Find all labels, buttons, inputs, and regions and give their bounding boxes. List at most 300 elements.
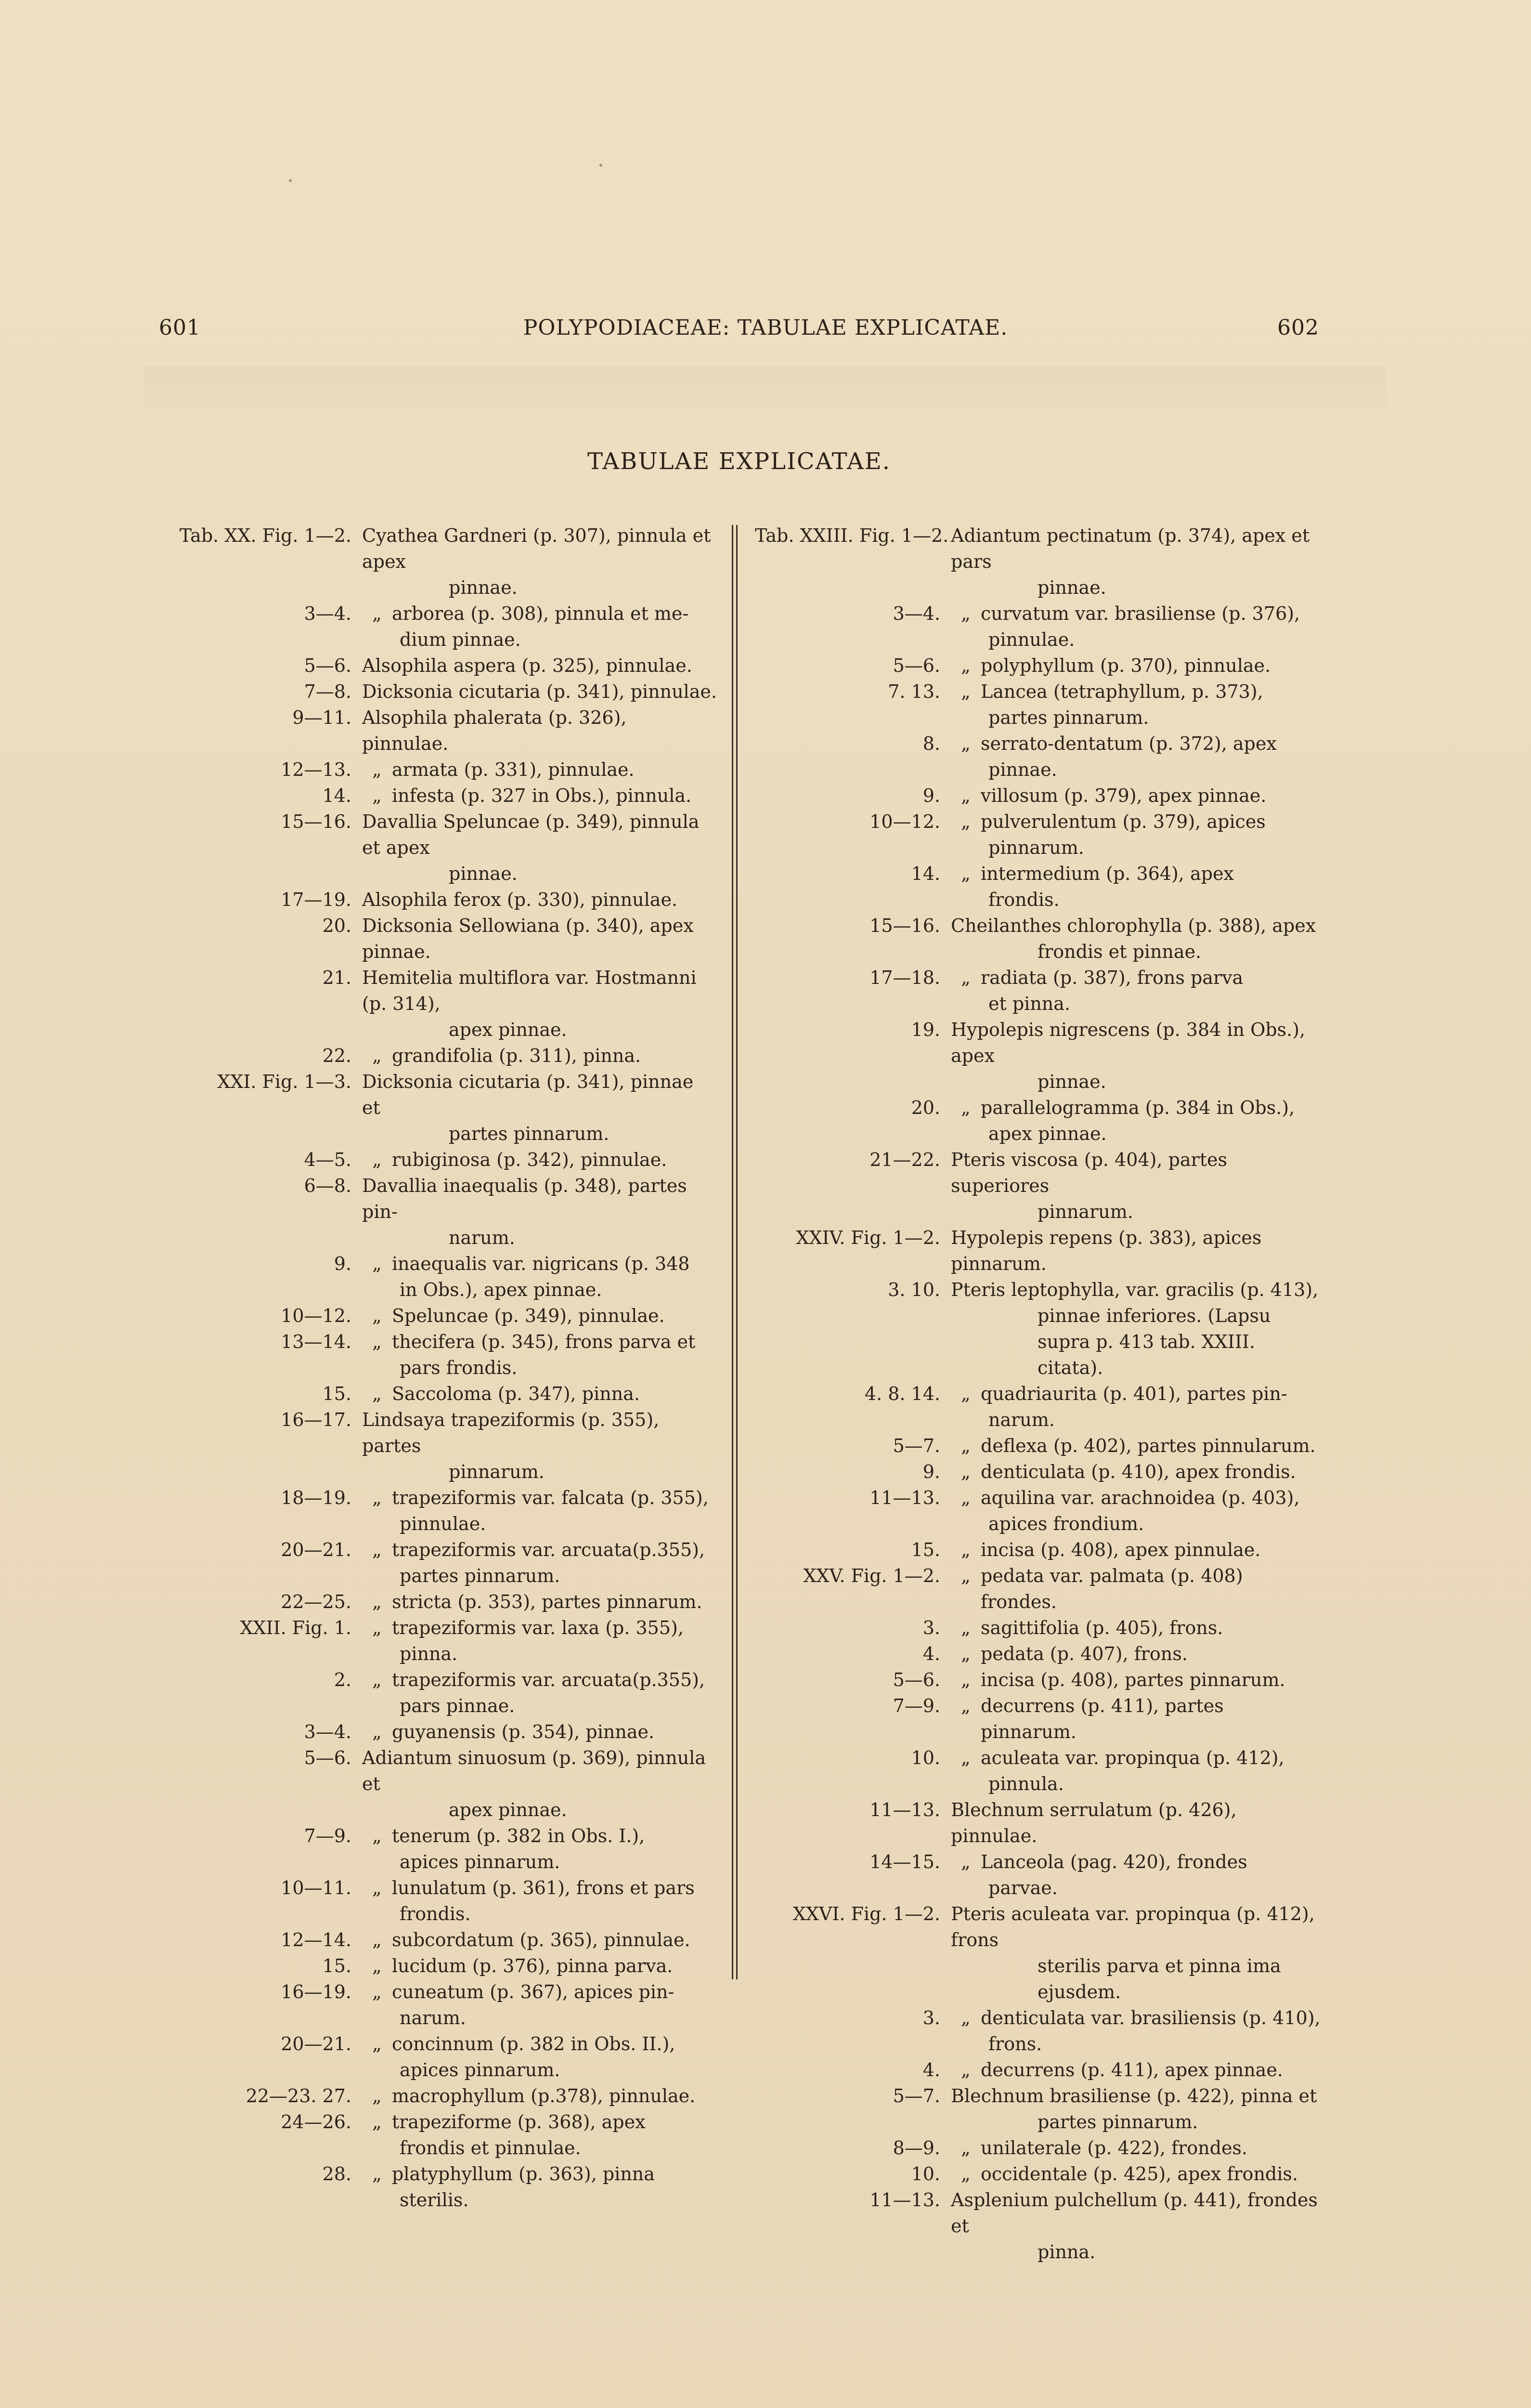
entry-description xyxy=(940,783,1323,809)
entry-continuation: partes pinnarum. xyxy=(400,1565,560,1586)
entry-description xyxy=(351,1745,717,1823)
plate-entry xyxy=(755,2187,1323,2265)
entry-text: Lanceola (pag. 420), frondes xyxy=(981,1851,1247,1872)
ditto-mark: „ xyxy=(961,603,971,624)
entry-continuation: pinnulae. xyxy=(988,629,1075,650)
entry-continuation: pinna. xyxy=(400,1643,458,1664)
figure-reference: 13—14. xyxy=(281,1331,351,1352)
plate-entry xyxy=(164,1745,717,1823)
plate-entry xyxy=(164,1589,717,1615)
entry-description xyxy=(351,913,717,965)
ditto-mark: „ xyxy=(372,1877,382,1898)
plate-entry xyxy=(164,1719,717,1745)
entry-continuation: apices pinnarum. xyxy=(400,2059,560,2081)
page-number-right: 602 xyxy=(1277,315,1319,340)
figure-reference: XXII. Fig. 1. xyxy=(240,1617,351,1638)
plate-entry xyxy=(755,2161,1323,2187)
entry-description xyxy=(351,1147,717,1173)
figure-reference: 10—12. xyxy=(869,811,940,832)
ditto-mark: „ xyxy=(372,1253,382,1274)
plate-entry xyxy=(164,523,717,601)
entry-text: Dicksonia cicutaria (p. 341), pinnae et xyxy=(362,1071,694,1118)
plate-entry xyxy=(755,1797,1323,1849)
entry-description xyxy=(940,1667,1323,1693)
entry-text: Cheilanthes chlorophylla (p. 388), apex xyxy=(951,915,1316,936)
ditto-mark: „ xyxy=(372,603,382,624)
plate-entry xyxy=(164,1407,717,1485)
entry-continuation: pinnarum. xyxy=(449,1461,545,1482)
figure-reference: 28. xyxy=(322,2163,351,2185)
ditto-mark: „ xyxy=(961,1851,971,1872)
figure-reference: 20. xyxy=(322,915,351,936)
entry-text: denticulata var. brasiliensis (p. 410), xyxy=(981,2007,1321,2028)
entry-text: incisa (p. 408), apex pinnulae. xyxy=(981,1539,1261,1560)
entry-text: quadriaurita (p. 401), partes pin- xyxy=(981,1383,1287,1404)
entry-continuation: pinnae. xyxy=(449,863,518,884)
figure-reference: 3. 10. xyxy=(888,1279,940,1300)
figure-reference: XXV. Fig. 1—2. xyxy=(803,1565,940,1586)
plate-entry xyxy=(755,913,1323,965)
entry-text: rubiginosa (p. 342), pinnulae. xyxy=(392,1149,667,1170)
entry-continuation: pinnae. xyxy=(988,759,1057,780)
entry-text: grandifolia (p. 311), pinna. xyxy=(392,1045,641,1066)
running-title: POLYPODIACEAE: TABULAE EXPLICATAE. xyxy=(523,315,1008,340)
plate-entry xyxy=(755,1563,1323,1615)
figure-reference: 11—13. xyxy=(869,2189,940,2211)
entry-text: tenerum (p. 382 in Obs. I.), xyxy=(392,1825,645,1846)
ditto-mark: „ xyxy=(961,2059,971,2081)
entry-continuation: pinnulae. xyxy=(400,1513,486,1534)
section-title: TABULAE EXPLICATAE. xyxy=(587,448,891,475)
ditto-mark: „ xyxy=(372,2163,382,2185)
entry-description xyxy=(940,1381,1323,1433)
figure-reference: 22—23. 27. xyxy=(246,2085,351,2107)
entry-description xyxy=(940,1095,1323,1147)
entry-text: Alsophila aspera (p. 325), pinnulae. xyxy=(362,655,692,676)
plate-entry xyxy=(164,679,717,705)
plate-entry xyxy=(755,653,1323,679)
entry-description xyxy=(940,2005,1323,2057)
entry-description xyxy=(351,1823,717,1875)
figure-reference: 9—11. xyxy=(292,707,351,728)
entry-description xyxy=(351,653,717,679)
entry-description xyxy=(351,1927,717,1953)
entry-continuation: narum. xyxy=(449,1227,515,1248)
entry-continuation: pars pinnae. xyxy=(400,1695,515,1716)
plate-entry xyxy=(755,783,1323,809)
entry-continuation: pinnae. xyxy=(1038,1071,1106,1092)
entry-continuation: pinnarum. xyxy=(988,837,1084,858)
entry-description xyxy=(351,1329,717,1381)
plate-entry xyxy=(755,1459,1323,1485)
ditto-mark: „ xyxy=(961,1435,971,1456)
entry-continuation: dium pinnae. xyxy=(400,629,521,650)
page-number-left: 601 xyxy=(159,315,201,340)
entry-description xyxy=(940,2161,1323,2187)
plate-entry xyxy=(755,523,1323,601)
figure-reference: 9. xyxy=(922,785,940,806)
figure-reference: 19. xyxy=(911,1019,940,1040)
ditto-mark: „ xyxy=(961,2007,971,2028)
entry-text: trapeziformis var. arcuata(p.355), xyxy=(392,1669,705,1690)
entry-text: Blechnum serrulatum (p. 426), pinnulae. xyxy=(951,1799,1237,1846)
entry-description xyxy=(940,1745,1323,1797)
ditto-mark: „ xyxy=(961,1669,971,1690)
figure-reference: 16—19. xyxy=(281,1981,351,2002)
entry-text: Speluncae (p. 349), pinnulae. xyxy=(392,1305,665,1326)
figure-reference: 15. xyxy=(322,1383,351,1404)
ditto-mark: „ xyxy=(372,1981,382,2002)
entry-description xyxy=(351,1979,717,2031)
figure-reference: Tab. XX. Fig. 1—2. xyxy=(179,525,351,546)
figure-reference: 5—7. xyxy=(893,2085,940,2107)
figure-reference: 11—13. xyxy=(869,1487,940,1508)
entry-continuation: frondis et pinnulae. xyxy=(400,2137,581,2159)
entry-text: sagittifolia (p. 405), frons. xyxy=(981,1617,1223,1638)
ditto-mark: „ xyxy=(372,1305,382,1326)
entry-description xyxy=(940,1225,1323,1277)
entry-text: arborea (p. 308), pinnula et me- xyxy=(392,603,689,624)
entry-description xyxy=(351,1719,717,1745)
plate-entry xyxy=(755,1225,1323,1277)
figure-reference: 10—12. xyxy=(281,1305,351,1326)
figure-reference: 8—9. xyxy=(893,2137,940,2159)
figure-reference: 4. 8. 14. xyxy=(864,1383,940,1404)
entry-continuation: partes pinnarum. xyxy=(449,1123,610,1144)
entry-text: trapeziformis var. arcuata(p.355), xyxy=(392,1539,705,1560)
entry-description xyxy=(351,1615,717,1667)
figure-reference: 5—6. xyxy=(304,1747,351,1768)
ditto-mark: „ xyxy=(372,1487,382,1508)
entry-description xyxy=(351,679,717,705)
plate-entry xyxy=(755,1433,1323,1459)
entry-description xyxy=(940,1901,1323,2005)
entry-continuation: apex pinnae. xyxy=(449,1799,567,1820)
column-divider xyxy=(732,525,738,1979)
figure-reference: 12—14. xyxy=(281,1929,351,1950)
plate-entry xyxy=(164,1381,717,1407)
plate-entry xyxy=(164,913,717,965)
ditto-mark: „ xyxy=(961,1747,971,1768)
entry-text: occidentale (p. 425), apex frondis. xyxy=(981,2163,1298,2185)
entry-text: pedata var. palmata (p. 408) frondes. xyxy=(981,1565,1243,1612)
entry-continuation: narum. xyxy=(400,2007,466,2028)
figure-reference: 3. xyxy=(922,1617,940,1638)
figure-reference: 7—9. xyxy=(304,1825,351,1846)
plate-entry xyxy=(164,601,717,653)
entry-text: pedata (p. 407), frons. xyxy=(981,1643,1188,1664)
figure-reference: 5—6. xyxy=(893,655,940,676)
plate-entry xyxy=(755,2057,1323,2083)
entry-description xyxy=(940,913,1323,965)
figure-reference: 8. xyxy=(922,733,940,754)
plate-entry xyxy=(164,2031,717,2083)
entry-continuation: pinnarum. xyxy=(1038,1201,1133,1222)
entry-description xyxy=(940,1563,1323,1615)
page-shading xyxy=(144,366,1387,424)
plate-entry xyxy=(755,601,1323,653)
entry-description xyxy=(940,601,1323,653)
entry-description xyxy=(351,1589,717,1615)
figure-reference: 2. xyxy=(334,1669,351,1690)
entry-description xyxy=(351,757,717,783)
figure-reference: 15. xyxy=(911,1539,940,1560)
entry-text: Blechnum brasiliense (p. 422), pinna et xyxy=(951,2085,1317,2107)
entry-continuation: apex pinnae. xyxy=(449,1019,567,1040)
entry-description xyxy=(940,1147,1323,1225)
entry-description xyxy=(351,783,717,809)
ditto-mark: „ xyxy=(372,1331,382,1352)
entry-description xyxy=(940,861,1323,913)
entry-continuation: et pinna. xyxy=(988,993,1070,1014)
plate-entry xyxy=(755,1693,1323,1745)
ditto-mark: „ xyxy=(372,2111,382,2133)
plate-entry xyxy=(164,1069,717,1147)
entry-text: villosum (p. 379), apex pinnae. xyxy=(981,785,1267,806)
plate-entry xyxy=(755,2083,1323,2135)
ditto-mark: „ xyxy=(372,1045,382,1066)
entry-description xyxy=(351,1537,717,1589)
figure-reference: 7—8. xyxy=(304,681,351,702)
figure-reference: 14. xyxy=(911,863,940,884)
figure-reference: XXVI. Fig. 1—2. xyxy=(792,1903,940,1924)
entry-description xyxy=(351,601,717,653)
figure-reference: 5—7. xyxy=(893,1435,940,1456)
entry-text: Adiantum pectinatum (p. 374), apex et pars xyxy=(951,525,1310,572)
ditto-mark: „ xyxy=(372,1669,382,1690)
entry-text: Saccoloma (p. 347), pinna. xyxy=(392,1383,640,1404)
plate-entry xyxy=(755,1615,1323,1641)
figure-reference: 4. xyxy=(922,2059,940,2081)
entry-continuation: frondis. xyxy=(400,1903,471,1924)
figure-reference: 4—5. xyxy=(304,1149,351,1170)
entry-text: parallelogramma (p. 384 in Obs.), xyxy=(981,1097,1295,1118)
entry-text: concinnum (p. 382 in Obs. II.), xyxy=(392,2033,675,2055)
ditto-mark: „ xyxy=(372,1539,382,1560)
figure-reference: 5—6. xyxy=(893,1669,940,1690)
entry-text: aquilina var. arachnoidea (p. 403), xyxy=(981,1487,1300,1508)
entry-text: platyphyllum (p. 363), pinna xyxy=(392,2163,655,2185)
plate-entry xyxy=(164,1875,717,1927)
entry-description xyxy=(940,1693,1323,1745)
ditto-mark: „ xyxy=(372,1955,382,1976)
plate-entry xyxy=(164,653,717,679)
figure-reference: 3—4. xyxy=(893,603,940,624)
ditto-mark: „ xyxy=(961,1695,971,1716)
entry-description xyxy=(940,1849,1323,1901)
plate-entry xyxy=(755,1667,1323,1693)
entry-description xyxy=(940,653,1323,679)
figure-reference: XXI. Fig. 1—3. xyxy=(217,1071,351,1092)
figure-reference: 11—13. xyxy=(869,1799,940,1820)
ditto-mark: „ xyxy=(961,1617,971,1638)
entry-description xyxy=(351,1381,717,1407)
entry-description xyxy=(940,2135,1323,2161)
ditto-mark: „ xyxy=(372,1825,382,1846)
plate-entry xyxy=(164,1537,717,1589)
entry-description xyxy=(940,1797,1323,1849)
entry-text: Adiantum sinuosum (p. 369), pinnula et xyxy=(362,1747,706,1794)
entry-description xyxy=(940,523,1323,601)
entry-text: unilaterale (p. 422), frondes. xyxy=(981,2137,1248,2159)
figure-reference: 3. xyxy=(922,2007,940,2028)
figure-reference: 15. xyxy=(322,1955,351,1976)
entry-description xyxy=(940,1615,1323,1641)
plate-entry xyxy=(164,1927,717,1953)
figure-reference: 22. xyxy=(322,1045,351,1066)
ditto-mark: „ xyxy=(961,681,971,702)
paper-speck xyxy=(599,164,602,167)
entry-description xyxy=(940,809,1323,861)
plate-entry xyxy=(755,1147,1323,1225)
entry-description xyxy=(351,1953,717,1979)
entry-text: Davallia inaequalis (p. 348), partes pin- xyxy=(362,1175,687,1222)
entry-description xyxy=(351,809,717,887)
entry-continuation: frons. xyxy=(988,2033,1042,2055)
entry-description xyxy=(351,2109,717,2161)
plate-entry xyxy=(755,1017,1323,1095)
ditto-mark: „ xyxy=(372,1721,382,1742)
entry-description xyxy=(940,1537,1323,1563)
entry-text: stricta (p. 353), partes pinnarum. xyxy=(392,1591,702,1612)
plate-entry xyxy=(164,705,717,757)
entry-continuation: apices pinnarum. xyxy=(400,1851,560,1872)
entry-continuation: apices frondium. xyxy=(988,1513,1144,1534)
entry-description xyxy=(351,2161,717,2213)
entry-text: Hypolepis repens (p. 383), apices pinnarum. xyxy=(951,1227,1262,1274)
figure-reference: 7. 13. xyxy=(888,681,940,702)
ditto-mark: „ xyxy=(961,1643,971,1664)
entry-description xyxy=(351,887,717,913)
ditto-mark: „ xyxy=(372,2085,382,2107)
plate-entry xyxy=(164,2161,717,2213)
ditto-mark: „ xyxy=(372,1617,382,1638)
plate-entry xyxy=(755,809,1323,861)
plate-entry xyxy=(755,1277,1323,1381)
figure-reference: 14. xyxy=(322,785,351,806)
plate-entry xyxy=(755,679,1323,731)
plate-entry xyxy=(755,1485,1323,1537)
entry-continuation: narum. xyxy=(988,1409,1055,1430)
plate-entry xyxy=(164,757,717,783)
plate-entry xyxy=(164,1485,717,1537)
plate-entry xyxy=(755,1381,1323,1433)
entry-text: lucidum (p. 376), pinna parva. xyxy=(392,1955,673,1976)
plate-entry xyxy=(755,1537,1323,1563)
plate-entry xyxy=(164,1147,717,1173)
plate-entry xyxy=(164,887,717,913)
left-column xyxy=(164,523,717,2213)
figure-reference: 10—11. xyxy=(281,1877,351,1898)
figure-reference: 17—18. xyxy=(869,967,940,988)
entry-text: aculeata var. propinqua (p. 412), xyxy=(981,1747,1284,1768)
figure-reference: 22—25. xyxy=(281,1591,351,1612)
entry-continuation: sterilis. xyxy=(400,2189,469,2211)
entry-text: cuneatum (p. 367), apices pin- xyxy=(392,1981,675,2002)
figure-reference: 3—4. xyxy=(304,1721,351,1742)
ditto-mark: „ xyxy=(372,759,382,780)
entry-text: Alsophila ferox (p. 330), pinnulae. xyxy=(362,889,678,910)
entry-text: decurrens (p. 411), apex pinnae. xyxy=(981,2059,1283,2081)
entry-continuation: pinnae inferiores. (Lapsu supra p. 413 tab. XXIII. citata). xyxy=(1038,1305,1271,1378)
entry-description xyxy=(940,1641,1323,1667)
plate-entry xyxy=(164,1953,717,1979)
ditto-mark: „ xyxy=(961,967,971,988)
entry-text: curvatum var. brasiliense (p. 376), xyxy=(981,603,1300,624)
entry-text: Lindsaya trapeziformis (p. 355), partes xyxy=(362,1409,660,1456)
right-column xyxy=(755,523,1323,2265)
entry-continuation: pinnae. xyxy=(1038,577,1106,598)
plate-entry xyxy=(755,861,1323,913)
entry-description xyxy=(351,1251,717,1303)
plate-entry xyxy=(164,2083,717,2109)
ditto-mark: „ xyxy=(372,1383,382,1404)
plate-entry xyxy=(755,965,1323,1017)
entry-text: thecifera (p. 345), frons parva et xyxy=(392,1331,696,1352)
entry-description xyxy=(940,2187,1323,2265)
plate-entry xyxy=(164,1043,717,1069)
plate-entry xyxy=(755,731,1323,783)
entry-text: armata (p. 331), pinnulae. xyxy=(392,759,635,780)
figure-reference: 5—6. xyxy=(304,655,351,676)
entry-description xyxy=(940,731,1323,783)
entry-continuation: apex pinnae. xyxy=(988,1123,1107,1144)
entry-text: subcordatum (p. 365), pinnulae. xyxy=(392,1929,690,1950)
entry-text: Hypolepis nigrescens (p. 384 in Obs.), apex xyxy=(951,1019,1306,1066)
entry-description xyxy=(940,965,1323,1017)
entry-description xyxy=(351,1875,717,1927)
plate-entry xyxy=(755,2005,1323,2057)
entry-text: Davallia Speluncae (p. 349), pinnula et apex xyxy=(362,811,700,858)
plate-entry xyxy=(164,2109,717,2161)
ditto-mark: „ xyxy=(372,1149,382,1170)
entry-text: pulverulentum (p. 379), apices xyxy=(981,811,1266,832)
plate-entry xyxy=(164,1979,717,2031)
ditto-mark: „ xyxy=(372,1929,382,1950)
plate-entry xyxy=(755,1641,1323,1667)
entry-description xyxy=(940,679,1323,731)
entry-description xyxy=(940,1433,1323,1459)
figure-reference: 9. xyxy=(922,1461,940,1482)
figure-reference: 20—21. xyxy=(281,2033,351,2055)
ditto-mark: „ xyxy=(961,863,971,884)
entry-description xyxy=(351,523,717,601)
entry-text: lunulatum (p. 361), frons et pars xyxy=(392,1877,695,1898)
entry-description xyxy=(351,1043,717,1069)
entry-text: trapeziformis var. falcata (p. 355), xyxy=(392,1487,709,1508)
entry-text: serrato-dentatum (p. 372), apex xyxy=(981,733,1277,754)
ditto-mark: „ xyxy=(961,2163,971,2185)
plate-entry xyxy=(164,1329,717,1381)
paper-speck xyxy=(289,179,292,182)
figure-reference: 21—22. xyxy=(869,1149,940,1170)
entry-text: denticulata (p. 410), apex frondis. xyxy=(981,1461,1296,1482)
entry-text: intermedium (p. 364), apex xyxy=(981,863,1234,884)
entry-text: Lancea (tetraphyllum, p. 373), xyxy=(981,681,1263,702)
figure-reference: 15—16. xyxy=(869,915,940,936)
entry-description xyxy=(351,705,717,757)
entry-continuation: sterilis parva et pinna ima ejusdem. xyxy=(1038,1955,1281,2002)
plate-entry xyxy=(755,1095,1323,1147)
entry-description xyxy=(940,1277,1323,1381)
ditto-mark: „ xyxy=(961,1539,971,1560)
ditto-mark: „ xyxy=(372,785,382,806)
ditto-mark: „ xyxy=(961,1461,971,1482)
entry-continuation: pars frondis. xyxy=(400,1357,518,1378)
entry-continuation: parvae. xyxy=(988,1877,1058,1898)
figure-reference: 20—21. xyxy=(281,1539,351,1560)
plate-entry xyxy=(755,1849,1323,1901)
